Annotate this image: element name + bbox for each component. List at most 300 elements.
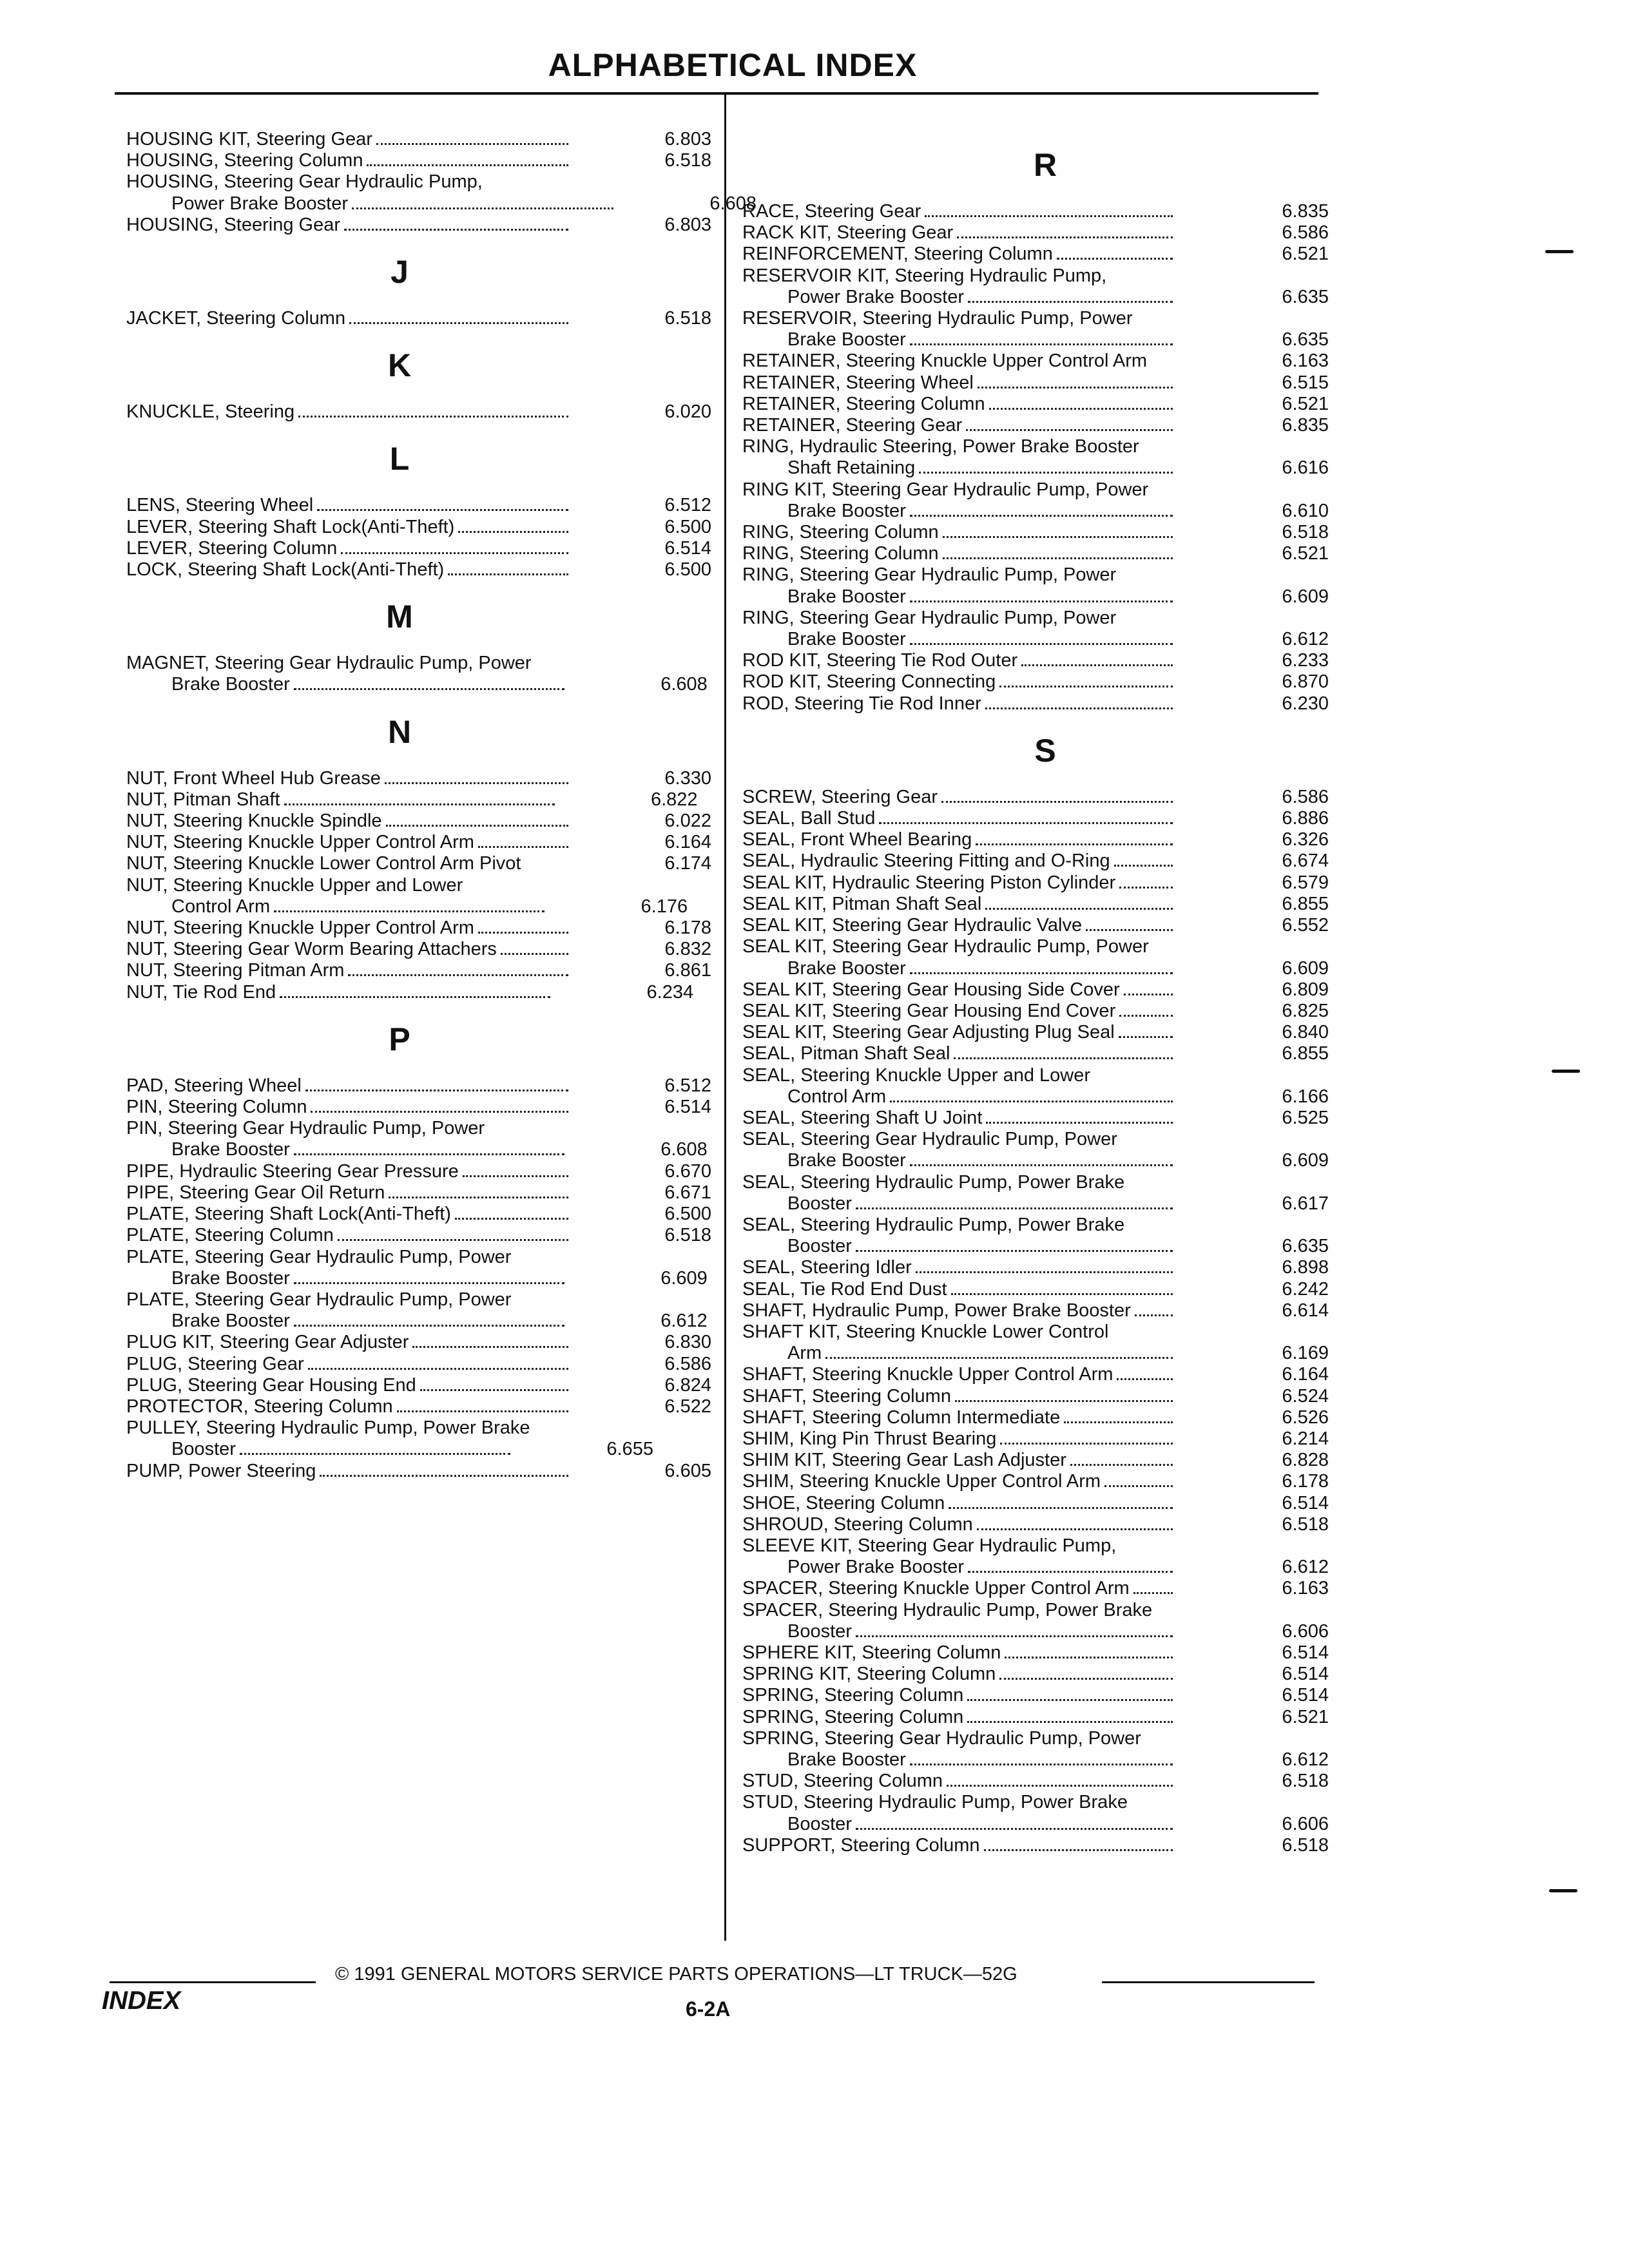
dot-leader [274,910,545,912]
entry-text: ROD, Steering Tie Rod Inner [742,693,981,714]
entry-text: SHAFT, Steering Column [742,1385,951,1407]
index-entry [126,1075,711,1097]
index-entry [742,1215,1329,1257]
page-reference: 6.822 [650,789,698,810]
entry-text: SEAL, Steering Idler [742,1257,912,1278]
entry-text: ROD KIT, Steering Tie Rod Outer [742,650,1018,671]
page-reference: 6.214 [1282,1428,1329,1449]
title-rule [115,92,1318,95]
entry-text: Brake Booster [787,586,906,607]
index-entry [126,653,711,695]
entry-text: Control Arm [787,1086,887,1107]
entry-text: SPRING, Steering Column [742,1706,964,1727]
dot-leader [977,1528,1173,1530]
index-entry [742,650,1329,671]
entry-text: NUT, Tie Rod End [126,981,276,1003]
index-entry [126,1396,711,1418]
page-reference: 6.166 [1282,1086,1329,1107]
dot-leader [941,801,1173,803]
index-entry [742,265,1329,308]
entry-text: RING, Steering Column [742,543,939,564]
entry-text: RING KIT, Steering Gear Hydraulic Pump, Power [742,479,1149,500]
page-reference: 6.515 [1282,372,1329,393]
index-entry [742,308,1329,351]
page-reference: 6.230 [1282,693,1329,714]
entry-text: SPACER, Steering Knuckle Upper Control Arm [742,1578,1130,1599]
index-entry [742,1707,1329,1728]
entry-text: Booster [171,1439,236,1460]
page-reference: 6.514 [1282,1492,1329,1514]
entry-text: RING, Steering Column [742,522,939,543]
entry-text: NUT, Steering Knuckle Upper Control Arm [126,918,474,939]
index-entry [742,1043,1329,1064]
entry-text: KNUCKLE, Steering [126,401,295,423]
page-reference: 6.608 [660,1139,708,1160]
index-entry [126,1332,711,1353]
entry-text: SEAL KIT, Steering Gear Housing Side Cover [742,979,1120,1000]
entry-text: RETAINER, Steering Knuckle Upper Control Arm [742,351,1148,372]
page-reference: 6.612 [1282,1749,1329,1771]
dot-leader [910,343,1173,345]
index-entry [742,1129,1329,1171]
entry-text: Brake Booster [171,1139,290,1160]
dot-leader [943,557,1173,559]
dot-leader [1117,1378,1173,1380]
dot-leader [910,1763,1173,1765]
dot-leader [1133,1592,1173,1594]
dot-leader [910,643,1173,645]
index-entry [742,1835,1329,1856]
index-entry [742,1642,1329,1664]
dot-leader [344,229,568,231]
entry-text: HOUSING, Steering Column [126,150,363,171]
index-entry [742,1108,1329,1129]
page-reference: 6.861 [664,960,711,981]
page-reference: 6.803 [664,214,711,235]
page-reference: 6.586 [1282,222,1329,244]
entry-text: PIN, Steering Column [126,1097,307,1118]
index-entry [742,201,1329,222]
entry-text: PIPE, Hydraulic Steering Gear Pressure [126,1160,459,1182]
dot-leader [385,782,568,784]
index-entry [742,244,1329,265]
dot-leader [1000,1443,1173,1445]
index-entry [742,1685,1329,1706]
index-entry [126,1375,711,1396]
entry-text: SEAL, Steering Knuckle Upper and Lower [742,1064,1091,1086]
entry-text: SEAL KIT, Hydraulic Steering Piston Cylinder [742,872,1116,893]
index-entry [742,1065,1329,1108]
left-column [126,129,757,1482]
index-entry [126,171,757,214]
index-entry [742,351,1329,372]
entry-text: Power Brake Booster [787,286,965,307]
page-reference: 6.178 [664,918,711,939]
index-entry [126,768,711,789]
dot-leader [389,1196,568,1198]
dot-leader [856,1250,1173,1252]
dot-leader [919,472,1173,474]
index-entry [742,1792,1329,1834]
dot-leader [984,1849,1173,1851]
dot-leader [305,1090,568,1091]
index-entry [742,1364,1329,1385]
page-reference: 6.521 [1282,393,1329,414]
page-reference: 6.609 [1282,586,1329,607]
entry-text: SEAL KIT, Pitman Shaft Seal [742,893,982,914]
page-reference: 6.514 [1282,1664,1329,1685]
page-reference: 6.518 [1282,1514,1329,1535]
page-reference: 6.835 [1282,415,1329,436]
index-entry [742,1535,1329,1578]
page-reference: 6.500 [664,559,711,581]
dot-leader [501,953,568,955]
entry-text: PIPE, Steering Gear Oil Return [126,1182,385,1203]
footer-copyright: © 1991 GENERAL MOTORS SERVICE PARTS OPERATIONS—LT TRUCK—52G [335,1964,1017,1984]
page-reference: 6.233 [1282,650,1329,671]
index-entry [126,832,711,853]
index-entry [742,1771,1329,1792]
dot-leader [376,143,568,145]
page-reference: 6.609 [1282,957,1329,979]
entry-text: Booster [787,1813,852,1834]
dot-leader [308,1368,568,1370]
index-entry [742,671,1329,693]
dot-leader [999,686,1173,687]
index-entry [742,1257,1329,1278]
dot-leader [986,1122,1173,1124]
index-entry [126,918,711,939]
dot-leader [951,1293,1173,1295]
entry-text: RING, Steering Gear Hydraulic Pump, Power [742,607,1117,628]
dot-leader [1114,865,1173,867]
dot-leader [348,974,568,976]
dot-leader [412,1346,568,1348]
section-letter: K [387,347,412,384]
page-reference: 6.518 [1282,1771,1329,1792]
page-reference: 6.670 [664,1160,711,1182]
dot-leader [955,1400,1173,1402]
dot-leader [925,215,1173,217]
page-reference: 6.518 [664,308,711,329]
page-reference: 6.835 [1282,201,1329,222]
dot-leader [968,1571,1173,1573]
right-column [742,129,1329,1856]
entry-text: PLATE, Steering Gear Hydraulic Pump, Power [126,1246,512,1267]
page-reference: 6.521 [1282,1706,1329,1727]
entry-text: LENS, Steering Wheel [126,495,314,516]
dot-leader [1057,258,1173,260]
entry-text: RACK KIT, Steering Gear [742,222,954,244]
index-entry [742,1493,1329,1514]
index-entry [742,936,1329,979]
dot-leader [916,1271,1173,1273]
section-letter: J [390,254,409,291]
entry-text: NUT, Steering Knuckle Lower Control Arm Pivot [126,853,521,874]
dot-leader [367,164,568,166]
entry-text: SPRING, Steering Gear Hydraulic Pump, Power [742,1727,1141,1749]
section-letter: L [389,441,410,477]
section-letter: P [389,1021,410,1057]
index-entry [742,894,1329,915]
index-entry [742,1022,1329,1043]
entry-text: SEAL, Hydraulic Steering Fitting and O-Ring [742,850,1110,872]
index-entry [742,850,1329,872]
index-entry [126,1461,711,1482]
entry-text: SEAL, Ball Stud [742,808,876,829]
index-entry [742,564,1329,607]
index-entry [126,1204,711,1225]
index-entry [126,1161,711,1182]
index-entry [126,1289,711,1332]
page-reference: 6.825 [1282,1000,1329,1021]
entry-text: LOCK, Steering Shaft Lock(Anti-Theft) [126,559,445,581]
index-entry [126,811,711,832]
entry-text: Power Brake Booster [787,1557,965,1578]
section-letter: R [1033,147,1057,183]
entry-text: Booster [787,1193,852,1214]
entry-text: SHAFT KIT, Steering Knuckle Lower Control [742,1321,1109,1342]
dot-leader [957,236,1173,238]
dot-leader [240,1453,510,1455]
dot-leader [978,387,1173,389]
page-reference: 6.612 [1282,629,1329,650]
page-reference: 6.608 [660,674,708,695]
page-reference: 6.552 [1282,915,1329,936]
entry-text: Shaft Retaining [787,457,916,479]
index-entry [742,915,1329,936]
entry-text: NUT, Pitman Shaft [126,789,280,810]
entry-text: LEVER, Steering Column [126,537,338,559]
index-entry [126,215,711,236]
page-title: ALPHABETICAL INDEX [548,47,918,83]
entry-text: RING, Hydraulic Steering, Power Brake Booster [742,436,1139,457]
entry-text: SPACER, Steering Hydraulic Pump, Power Brake [742,1599,1153,1620]
entry-text: SEAL, Pitman Shaft Seal [742,1043,950,1064]
dot-leader [1064,1421,1173,1423]
page-reference: 6.605 [664,1460,711,1481]
page-reference: 6.514 [1282,1685,1329,1706]
index-entry [742,1728,1329,1771]
index-entry [742,372,1329,394]
entry-text: ROD KIT, Steering Connecting [742,671,996,693]
page-reference: 6.521 [1282,244,1329,265]
index-entry [126,495,711,516]
entry-text: RETAINER, Steering Column [742,393,985,414]
entry-text: JACKET, Steering Column [126,308,346,329]
index-entry [742,415,1329,436]
entry-text: Brake Booster [171,674,290,695]
dot-leader [1086,929,1173,931]
page-reference: 6.514 [664,1097,711,1118]
dot-leader [294,1325,564,1327]
page-reference: 6.176 [641,896,688,917]
dot-leader [1021,664,1173,666]
entry-text: PLATE, Steering Gear Hydraulic Pump, Power [126,1289,512,1310]
index-entry [742,1471,1329,1492]
page-reference: 6.163 [1282,1578,1329,1599]
dot-leader [985,707,1173,709]
index-entry [742,1279,1329,1300]
dot-leader [967,1699,1173,1701]
dot-leader [910,972,1173,974]
entry-text: PIN, Steering Gear Hydraulic Pump, Power [126,1118,485,1139]
index-entry [742,808,1329,829]
page-reference: 6.330 [664,767,711,789]
page-reference: 6.586 [1282,786,1329,807]
page-reference: 6.832 [664,939,711,960]
index-entry [126,538,711,559]
dot-leader [999,1678,1173,1680]
page-reference: 6.612 [1282,1557,1329,1578]
entry-text: STUD, Steering Column [742,1771,943,1792]
dot-leader [1070,1464,1173,1466]
page-reference: 6.022 [664,811,711,832]
page-reference: 6.830 [664,1332,711,1353]
entry-text: Brake Booster [787,500,906,521]
entry-text: SPRING, Steering Column [742,1685,964,1706]
entry-text: SEAL, Steering Shaft U Joint [742,1107,983,1128]
index-entry [126,1247,711,1289]
page-reference: 6.606 [1282,1620,1329,1642]
dot-leader [1119,1036,1173,1038]
section-letter: S [1034,732,1056,769]
dot-leader [455,1218,568,1220]
entry-text: SEAL, Steering Gear Hydraulic Pump, Power [742,1129,1117,1150]
dot-leader [910,601,1173,602]
page-reference: 6.326 [1282,829,1329,850]
entry-text: SHAFT, Steering Knuckle Upper Control Arm [742,1364,1113,1385]
footer-rule-right [1102,1981,1315,1983]
entry-text: SPRING KIT, Steering Column [742,1664,996,1685]
page-reference: 6.617 [1282,1193,1329,1214]
index-entry [742,1428,1329,1450]
dot-leader [1119,887,1173,889]
entry-text: SHAFT, Hydraulic Pump, Power Brake Booster [742,1300,1131,1321]
page-reference: 6.635 [1282,286,1329,307]
page-reference: 6.178 [1282,1471,1329,1492]
page-reference: 6.870 [1282,671,1329,693]
index-entry [126,875,711,918]
entry-text: SEAL, Front Wheel Bearing [742,829,972,850]
entry-text: SHIM, Steering Knuckle Upper Control Arm [742,1471,1101,1492]
entry-text: SEAL KIT, Steering Gear Hydraulic Valve [742,915,1083,936]
entry-text: PULLEY, Steering Hydraulic Pump, Power Brake [126,1418,530,1439]
page-reference: 6.586 [664,1353,711,1374]
index-entry [126,982,711,1003]
index-entry [126,1225,711,1246]
column-divider [724,95,726,1941]
entry-text: REINFORCEMENT, Steering Column [742,244,1053,265]
page-reference: 6.521 [1282,543,1329,564]
page-reference: 6.524 [1282,1385,1329,1407]
dot-leader [976,843,1173,845]
page-reference: 6.164 [1282,1364,1329,1385]
index-entry [742,1407,1329,1428]
page-reference: 6.174 [664,853,711,874]
entry-text: PAD, Steering Wheel [126,1075,302,1096]
index-entry [126,150,711,171]
dot-leader [856,1828,1173,1830]
dot-leader [954,1057,1173,1059]
entry-text: HOUSING KIT, Steering Gear [126,129,372,149]
footer-rule-left [110,1981,316,1983]
page-reference: 6.855 [1282,1043,1329,1064]
entry-text: RETAINER, Steering Wheel [742,372,974,393]
index-entry [126,1418,711,1460]
dot-leader [910,515,1173,517]
page-reference: 6.610 [1282,500,1329,521]
index-entry [742,1321,1329,1364]
dot-leader [1151,365,1173,367]
page-reference: 6.855 [1282,893,1329,914]
index-entry [742,1386,1329,1407]
index-entry [126,1118,711,1160]
page-reference: 6.809 [1282,979,1329,1000]
index-entry [742,829,1329,850]
page-reference: 6.886 [1282,808,1329,829]
dot-leader [967,1721,1173,1723]
index-entry [742,1172,1329,1215]
entry-text: Brake Booster [787,957,906,979]
dot-leader [1005,1657,1173,1658]
entry-text: Arm [787,1343,822,1364]
index-entry [742,979,1329,1001]
entry-text: SEAL, Steering Hydraulic Pump, Power Brake [742,1171,1125,1193]
entry-text: SUPPORT, Steering Column [742,1834,980,1856]
index-entry [126,129,711,150]
page-reference: 6.526 [1282,1407,1329,1428]
dot-leader [349,322,568,324]
dot-leader [966,429,1173,431]
index-entry [126,308,711,329]
dot-leader [890,1100,1173,1102]
page-reference: 6.612 [660,1311,708,1332]
dot-leader [448,573,568,575]
page-reference: 6.614 [1282,1300,1329,1321]
index-entry [126,853,711,874]
entry-text: Booster [787,1620,852,1642]
page-reference: 6.898 [1282,1257,1329,1278]
entry-text: SEAL, Steering Hydraulic Pump, Power Brake [742,1214,1125,1235]
dot-leader [985,908,1173,910]
page-reference: 6.655 [606,1439,653,1460]
entry-text: PLATE, Steering Shaft Lock(Anti-Theft) [126,1204,451,1225]
section-letter: M [386,599,413,635]
entry-text: NUT, Steering Pitman Arm [126,960,345,981]
entry-text: SPHERE KIT, Steering Column [742,1642,1001,1663]
entry-text: RETAINER, Steering Gear [742,415,963,436]
entry-text: SEAL KIT, Steering Gear Adjusting Plug Seal [742,1022,1115,1043]
entry-text: PLUG KIT, Steering Gear Adjuster [126,1332,409,1353]
page-reference: 6.020 [664,401,711,423]
index-entry [742,436,1329,479]
dot-leader [317,509,568,511]
dot-leader [320,1475,568,1477]
entry-text: NUT, Steering Knuckle Upper Control Arm [126,832,474,853]
page-reference: 6.616 [1282,457,1329,479]
dot-leader [386,825,568,827]
entry-text: RESERVOIR KIT, Steering Hydraulic Pump, [742,265,1107,286]
dot-leader [311,1111,568,1113]
entry-text: Power Brake Booster [171,193,349,214]
dot-leader [989,408,1173,410]
entry-text: NUT, Steering Knuckle Spindle [126,811,382,832]
page-reference: 6.500 [664,516,711,537]
index-entry [126,517,711,538]
page-reference: 6.234 [646,981,694,1003]
page-reference: 6.525 [1282,1107,1329,1128]
